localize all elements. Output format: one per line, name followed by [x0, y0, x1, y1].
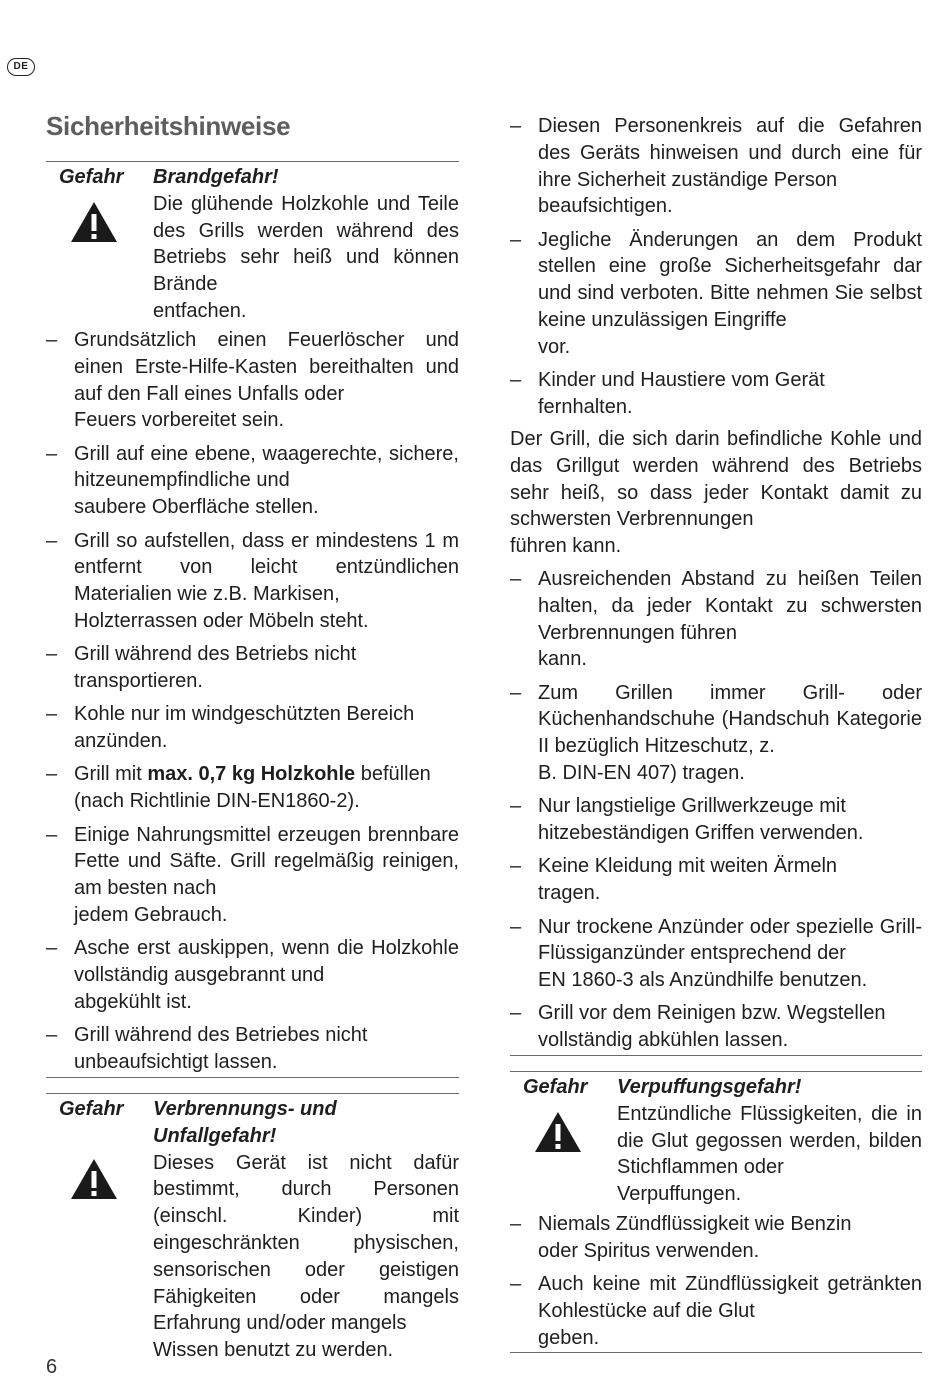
warning-triangle-icon: [70, 201, 118, 243]
divider: [46, 161, 459, 162]
right-bullet-list-top: [510, 113, 922, 427]
page-title: Sicherheitshinweise: [46, 111, 291, 141]
list-item: – Keine Kleidung mit weiten Ärmeln tragen.: [510, 853, 922, 907]
warning-text: Entzündliche Flüssigkeiten, die in die Glut gegossen werden, bilden Stichflammen oder Verpuffungen.: [617, 1102, 922, 1206]
list-item: – Grill mit max. 0,7 kg Holzkohle befüllen (nach Richtlinie DIN-EN1860-2).: [46, 761, 459, 815]
list-item: – Grill vor dem Reinigen bzw. Wegstellen vollständig abkühlen lassen.: [510, 1000, 922, 1054]
language-badge: DE: [7, 58, 35, 76]
warning-title: Verbrennungs- und Unfallgefahr!: [153, 1098, 337, 1147]
warning-label: Gefahr: [59, 1098, 124, 1120]
left-bullet-list: [46, 327, 459, 1082]
list-item: – Einige Nahrungsmittel erzeugen brennbare Fette und Säfte. Grill regelmäßig reinigen, am besten nach jedem Gebrauch.: [46, 822, 459, 929]
list-item: – Kinder und Haustiere vom Gerät fernhalten.: [510, 367, 922, 421]
list-item: – Diesen Personenkreis auf die Gefahren des Geräts hinweisen und durch eine für ihre Sicherheit zuständige Person beaufsichtigen.: [510, 113, 922, 220]
divider: [46, 1093, 459, 1094]
list-item: – Nur langstielige Grillwerkzeuge mit hitzebeständigen Griffen verwenden.: [510, 793, 922, 847]
warning-text: Dieses Gerät ist nicht dafür bestimmt, durch Personen (einschl. Kinder) mit eingeschränkten physischen, sensorischen oder geistigen Fähigkeiten oder mangels Erfahrung und/oder mangels Wissen benutzt zu werden.: [153, 1151, 459, 1362]
right-bullet-list-mid: [510, 566, 922, 1061]
list-item: – Jegliche Änderungen an dem Produkt stellen eine große Sicherheitsgefahr dar und sind verboten. Bitte nehmen Sie selbst keine unzulässigen Eingriffe vor.: [510, 227, 922, 361]
page-number: 6: [46, 1356, 58, 1378]
warning-label: Gefahr: [523, 1076, 588, 1098]
list-item: – Kohle nur im windgeschützten Bereich anzünden.: [46, 701, 459, 755]
divider: [510, 1071, 922, 1072]
warning-label: Gefahr: [59, 166, 124, 188]
list-item: – Nur trockene Anzünder oder spezielle Grill-Flüssiganzünder entsprechend der EN 1860-3 als Anzündhilfe benutzen.: [510, 914, 922, 994]
right-bullet-list-bottom: [510, 1211, 922, 1358]
warning-triangle-icon: [534, 1111, 582, 1153]
list-item: – Ausreichenden Abstand zu heißen Teilen halten, da jeder Kontakt zu schwersten Verbrennungen führen kann.: [510, 566, 922, 673]
warning-text: Die glühende Holzkohle und Teile des Grills werden während des Betriebs sehr heiß und können Brände entfachen.: [153, 192, 459, 322]
list-item: – Asche erst auskippen, wenn die Holzkohle vollständig ausgebrannt und abgekühlt ist.: [46, 935, 459, 1015]
list-item: – Auch keine mit Zündflüssigkeit getränkten Kohlestücke auf die Glut geben.: [510, 1271, 922, 1351]
list-item: – Niemals Zündflüssigkeit wie Benzin oder Spiritus verwenden.: [510, 1211, 922, 1265]
warning-title: Brandgefahr!: [153, 166, 279, 188]
list-item: – Grill während des Betriebes nicht unbeaufsichtigt lassen.: [46, 1022, 459, 1076]
divider: [510, 1055, 922, 1056]
list-item: – Zum Grillen immer Grill- oder Küchenhandschuhe (Handschuh Kategorie II bezüglich Hitzeschutz, z. B. DIN-EN 407) tragen.: [510, 680, 922, 787]
warning-title: Verpuffungsgefahr!: [617, 1076, 802, 1098]
list-item: – Grundsätzlich einen Feuerlöscher und einen Erste-Hilfe-Kasten bereithalten und auf den Fall eines Unfalls oder Feuers vorbereitet sein.: [46, 327, 459, 434]
body-paragraph: Der Grill, die sich darin befindliche Kohle und das Grillgut werden während des Betriebs sehr heiß, so dass jeder Kontakt damit zu schwersten Verbrennungen führen kann.: [510, 428, 922, 558]
list-item: – Grill auf eine ebene, waagerechte, sichere, hitzeunempfindliche und saubere Oberfläche stellen.: [46, 441, 459, 521]
list-item: – Grill während des Betriebs nicht transportieren.: [46, 641, 459, 695]
list-item: – Grill so aufstellen, dass er mindestens 1 m entfernt von leicht entzündlichen Materialien wie z.B. Markisen, Holzterrassen oder Möbeln steht.: [46, 528, 459, 635]
divider: [510, 1352, 922, 1353]
divider: [46, 1077, 459, 1078]
warning-triangle-icon: [70, 1158, 118, 1200]
